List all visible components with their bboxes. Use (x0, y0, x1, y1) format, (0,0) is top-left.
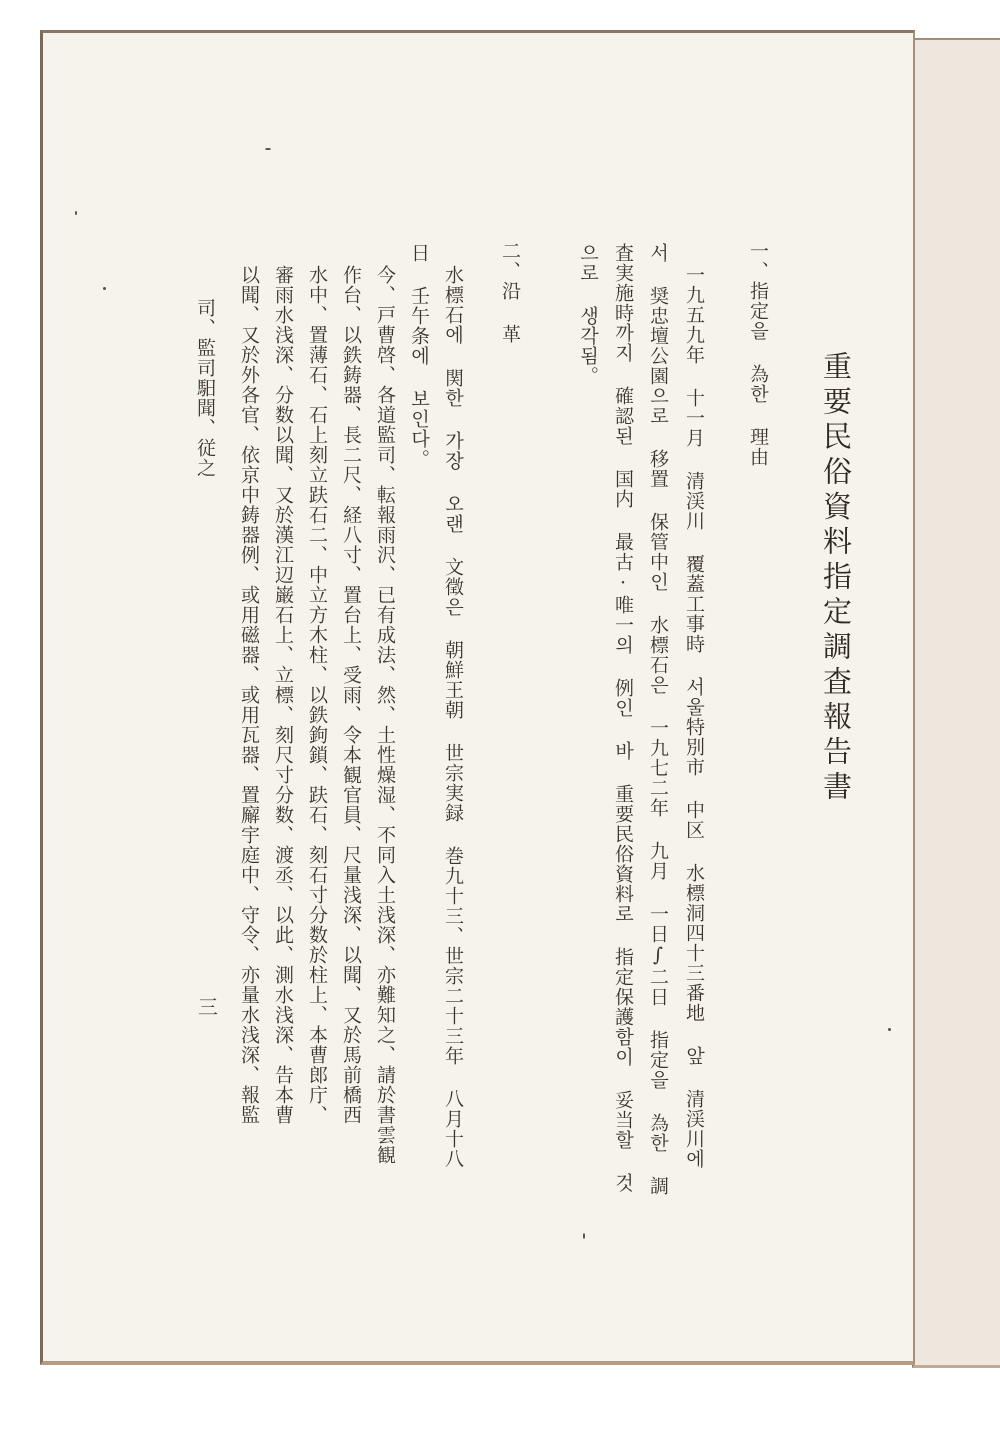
quote-line-1: 今、戸曹啓、各道監司、転報雨沢、已有成法、然、土性燥湿、不同入土浅深、亦難知之、請於書雲観 (374, 265, 396, 1165)
section-2-line-1: 水標石에 関한 가장 오랜 文徵은 朝鮮王朝 世宗実録 巻九十三、世宗二十三年 八月十八 (442, 265, 464, 1169)
document-sheet (40, 30, 915, 1365)
scan-speck (75, 211, 77, 215)
quote-line-3: 水中、置薄石、石上刻立趺石二、中立方木柱、以鉄鉤鎖、趺石、刻石寸分数於柱上、本曹郎庁、 (306, 265, 328, 1125)
section-1-heading: 一、指定을 為한 理由 (747, 241, 769, 467)
scan-speck (265, 148, 271, 150)
document-title: 重要民俗資料指定調査報告書 (819, 351, 853, 806)
quote-line-2: 作台、以鉄鋳器、長二尺、経八寸、置台上、受雨、令本観官員、尺量浅深、以聞、又於馬前橋西 (340, 265, 362, 1125)
quote-line-5: 以聞、又於外各官、依京中鋳器例、或用磁器、或用瓦器、置廨宇庭中、守令、亦量水浅深、報監 (238, 265, 260, 1125)
scan-speck (583, 1233, 585, 1239)
scan-speck (888, 1028, 891, 1031)
quote-line-6: 司、監司馹聞、従之 (194, 298, 216, 478)
section-1-line-1: 一九五九年 十一月 清渓川 覆蓋工事時 서울特別市 中区 水標洞四十三番地 앞 清渓川에 (683, 265, 705, 1169)
section-1-line-4: 으로 생각됨。 (577, 243, 599, 386)
section-1-line-3: 査実施時까지 確認된 国内 最古·唯一의 例인 바 重要民俗資料로 指定保護함이 妥当할 것 (612, 243, 634, 1193)
quote-line-4: 審雨水浅深、分数以聞、又於漢江辺巌石上、立標、刻尺寸分数、渡丞、以此、測水浅深、告本曹 (272, 265, 294, 1125)
page-number: 三 (198, 995, 218, 1019)
scan-speck (103, 287, 106, 290)
section-1-line-2: 서 奨忠壇公園으로 移置 保管中인 水標石은 一九七二年 九月 一日∫二日 指定을 為한 調 (647, 243, 669, 1196)
section-2-heading: 二、沿 革 (499, 241, 521, 344)
adjacent-page-edge (912, 38, 1000, 1368)
section-2-line-2: 日 壬午条에 보인다。 (408, 243, 430, 469)
